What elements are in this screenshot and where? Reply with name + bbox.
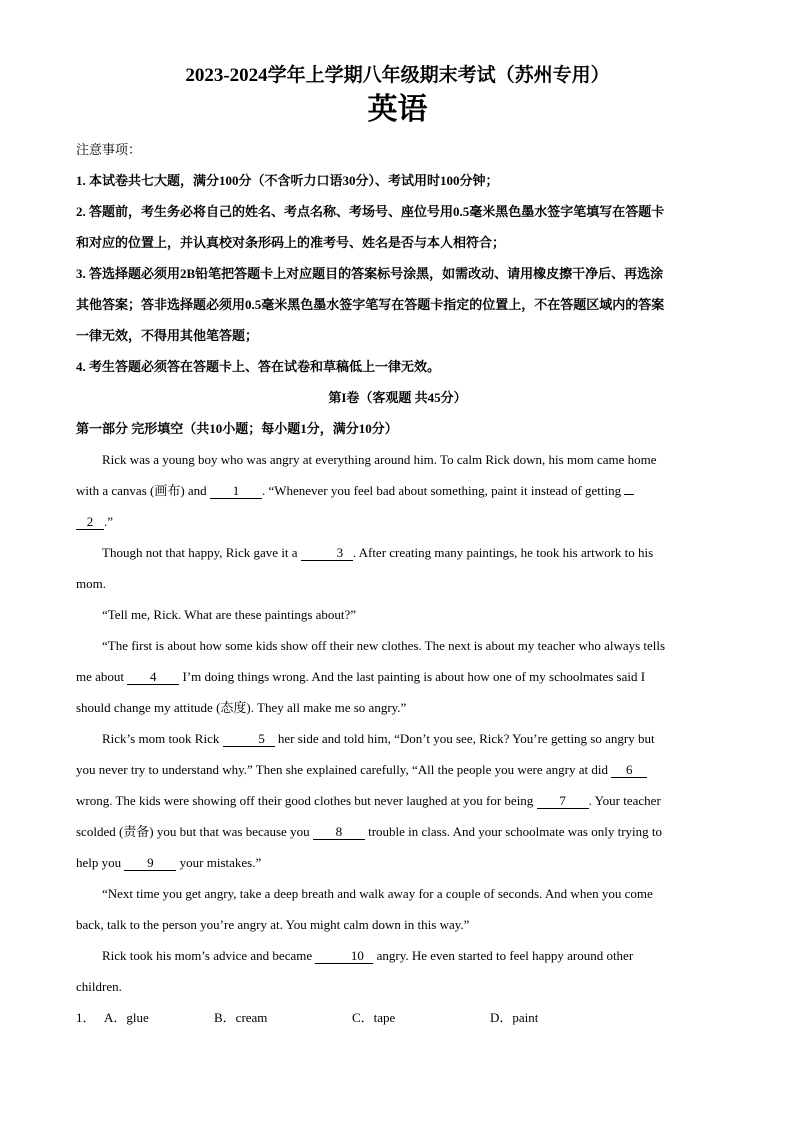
passage-text: trouble in class. And your schoolmate was only trying to — [364, 824, 662, 839]
passage-text: me about — [76, 669, 128, 684]
passage-line — [76, 475, 719, 506]
note-line: 和对应的位置上，并认真校对条形码上的准考号、姓名是否与本人相符合； — [76, 235, 506, 250]
blank-1[interactable]: 1 — [210, 483, 262, 499]
note-line: 一律无效，不得用其他笔答题； — [76, 328, 259, 343]
passage-line — [76, 506, 719, 537]
exam-title: 2023-2024学年上学期八年级期末考试（苏州专用） — [185, 65, 610, 86]
note-line: 1. 本试卷共七大题，满分100分（不含听力口语30分）、考试用时100分钟； — [76, 173, 499, 188]
passage-line: “The first is about how some kids show off their new clothes. The next is about my teacher who always tells — [102, 638, 666, 653]
option-c[interactable]: C．tape — [352, 1010, 396, 1025]
blank-4[interactable]: 4 — [127, 669, 179, 685]
passage-text: angry. He even started to feel happy around other — [373, 948, 634, 963]
option-d[interactable]: D．paint — [490, 1010, 539, 1025]
part-heading: 第一部分 完形填空（共10小题；每小题1分，满分10分） — [76, 421, 398, 436]
passage-line — [76, 723, 719, 754]
question-number: 1． — [76, 1010, 96, 1025]
passage-line: back, talk to the person you’re angry at. You might calm down in this way.” — [76, 917, 470, 932]
blank-3[interactable]: 3 — [301, 545, 353, 561]
passage-line: should change my attitude (态度). They all make me so angry.” — [76, 700, 407, 715]
passage-text: wrong. The kids were showing off their good clothes but never laughed at you for being — [76, 793, 537, 808]
passage-text: . After creating many paintings, he took his artwork to his — [352, 545, 654, 560]
exam-page — [76, 62, 719, 1033]
passage-text: Rick’s mom took Rick — [102, 731, 223, 746]
volume-heading: 第I卷（客观题 共45分） — [328, 390, 467, 405]
passage-text: you never try to understand why.” Then she explained carefully, “All the people you were angry at did — [76, 762, 612, 777]
notes-heading: 注意事项： — [76, 142, 142, 157]
blank-5[interactable]: 5 — [223, 731, 275, 747]
passage-line — [76, 940, 719, 971]
passage-text: I’m doing things wrong. And the last painting is about how one of my schoolmates said I — [179, 669, 646, 684]
passage-line: “Tell me, Rick. What are these paintings about?” — [102, 607, 357, 622]
blank-2[interactable]: 2 — [76, 514, 104, 530]
option-b[interactable]: B．cream — [214, 1010, 268, 1025]
passage-text: your mistakes.” — [176, 855, 262, 870]
blank-7[interactable]: 7 — [537, 793, 589, 809]
note-line: 3. 答选择题必须用2B铅笔把答题卡上对应题目的答案标号涂黑，如需改动、请用橡皮擦干净后、再选涂 — [76, 266, 664, 281]
passage-line — [76, 661, 719, 692]
passage-line — [76, 537, 719, 568]
option-a[interactable]: A．glue — [104, 1010, 149, 1025]
passage-line — [76, 847, 719, 878]
passage-text: her side and told him, “Don’t you see, Rick? You’re getting so angry but — [274, 731, 655, 746]
passage-text: .” — [104, 514, 114, 529]
passage-line — [76, 754, 719, 785]
blank-8[interactable]: 8 — [313, 824, 365, 840]
blank-9[interactable]: 9 — [124, 855, 176, 871]
passage-line: Rick was a young boy who was angry at everything around him. To calm Rick down, his mom came home — [102, 452, 657, 467]
passage-line — [76, 816, 719, 847]
passage-line: “Next time you get angry, take a deep breath and walk away for a couple of seconds. And when you come — [102, 886, 653, 901]
note-line: 4. 考生答题必须答在答题卡上、答在试卷和草稿低上一律无效。 — [76, 359, 441, 374]
note-line: 2. 答题前，考生务必将自己的姓名、考点名称、考场号、座位号用0.5毫米黑色墨水签字笔填写在答题卡 — [76, 204, 665, 219]
passage-line — [76, 785, 719, 816]
passage-text: . “Whenever you feel bad about something, paint it instead of getting — [261, 483, 625, 498]
blank-2-start[interactable] — [624, 494, 634, 495]
passage-text: Rick took his mom’s advice and became — [102, 948, 316, 963]
passage-line: children. — [76, 979, 122, 994]
passage-text: help you — [76, 855, 125, 870]
blank-6[interactable]: 6 — [611, 762, 647, 778]
passage-text: . Your teacher — [588, 793, 661, 808]
passage-text: Though not that happy, Rick gave it a — [102, 545, 301, 560]
passage-text: scolded (责备) you but that was because you — [76, 824, 313, 839]
question-1-options — [76, 1002, 719, 1033]
passage-line: mom. — [76, 576, 106, 591]
passage-text: with a canvas (画布) and — [76, 483, 210, 498]
subject-title: 英语 — [367, 93, 428, 126]
blank-10[interactable]: 10 — [315, 948, 373, 964]
note-line: 其他答案；答非选择题必须用0.5毫米黑色墨水签字笔写在答题卡指定的位置上，不在答题区域内的答案 — [76, 297, 665, 312]
